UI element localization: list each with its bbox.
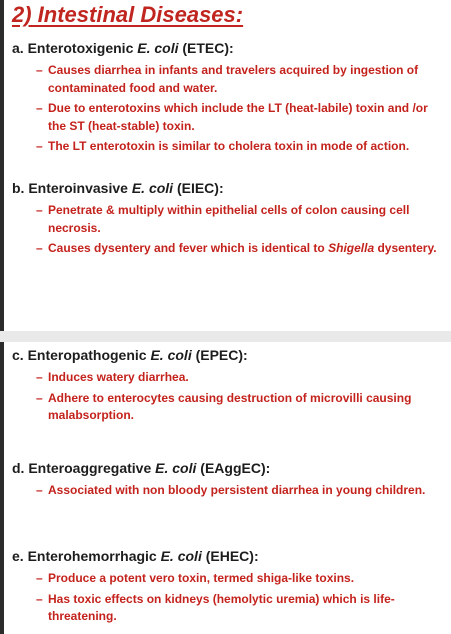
list-item: – Has toxic effects on kidneys (hemolytic uremia) which is life-threatening. xyxy=(36,591,395,623)
page-title: 2) Intestinal Diseases: xyxy=(12,2,244,27)
section-etec xyxy=(12,40,445,159)
bullet-list xyxy=(12,570,445,626)
list-item: – Produce a potent vero toxin, termed shiga-like toxins. xyxy=(36,571,355,585)
list-item: – Penetrate & multiply within epithelial cells of colon causing cell necrosis. xyxy=(36,203,410,235)
bullet-list xyxy=(12,62,445,156)
list-item: – Due to enterotoxins which include the LT (heat-labile) toxin and /or the ST (heat-stable) toxin. xyxy=(36,101,428,133)
bullet-list xyxy=(12,202,445,258)
section-epec xyxy=(12,347,445,428)
list-item: – Associated with non bloody persistent diarrhea in young children. xyxy=(36,483,426,497)
list-item: – Induces watery diarrhea. xyxy=(36,370,189,384)
list-item: – Adhere to enterocytes causing destruction of microvilli causing malabsorption. xyxy=(36,390,412,422)
list-item: – The LT enterotoxin is similar to cholera toxin in mode of action. xyxy=(36,139,410,153)
list-item: – Causes diarrhea in infants and travelers acquired by ingestion of contaminated food and water. xyxy=(36,63,419,95)
section-heading: a. Enterotoxigenic E. coli (ETEC): xyxy=(12,40,234,56)
section-heading: b. Enteroinvasive E. coli (EIEC): xyxy=(12,180,224,196)
section-heading: c. Enteropathogenic E. coli (EPEC): xyxy=(12,347,248,363)
section-ehec xyxy=(12,548,445,629)
list-item: – Causes dysentery and fever which is identical to Shigella dysentery. xyxy=(36,241,437,255)
section-eiec xyxy=(12,180,445,261)
bullet-list xyxy=(12,369,445,425)
section-heading: d. Enteroaggregative E. coli (EAggEC): xyxy=(12,460,271,476)
section-eaggec xyxy=(12,460,445,503)
section-heading: e. Enterohemorrhagic E. coli (EHEC): xyxy=(12,548,259,564)
bullet-list xyxy=(12,482,445,500)
slide-separator xyxy=(0,331,451,342)
slide-2 xyxy=(0,342,451,634)
